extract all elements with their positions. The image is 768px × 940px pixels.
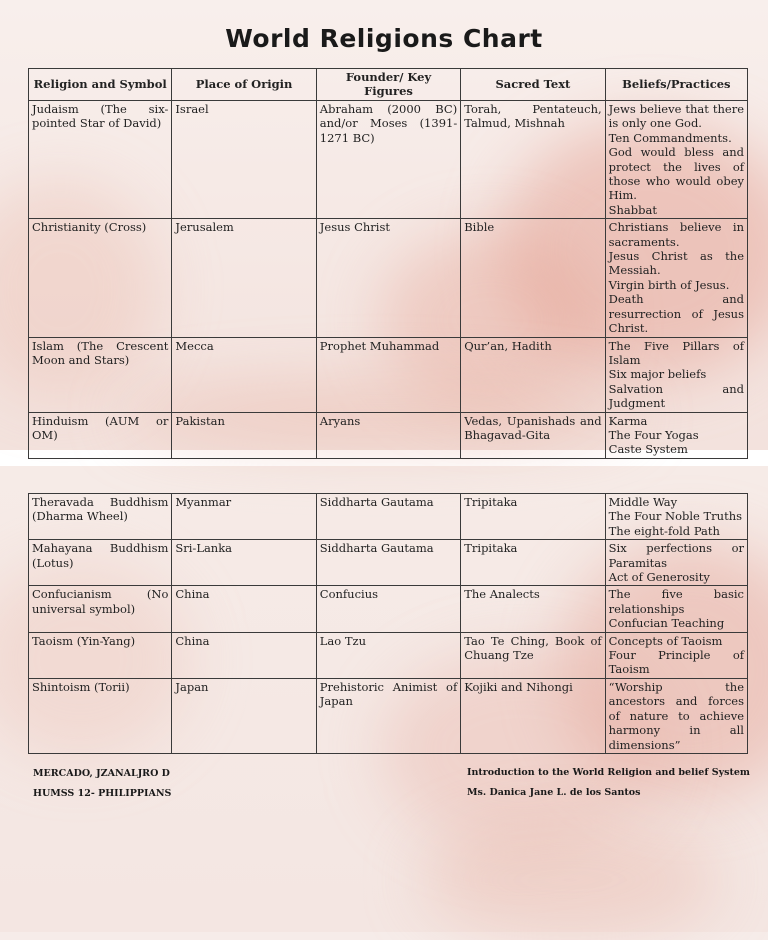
origin-cell: Jerusalem [172, 219, 316, 337]
belief-item: Six major beliefs [608, 367, 707, 382]
religion-cell: Islam (The Crescent Moon and Stars) [29, 337, 172, 412]
origin-cell: China [172, 632, 316, 678]
sacred-text-cell: Qur’an, Hadith [461, 337, 605, 412]
religion-cell: Hinduism (AUM or OM) [29, 412, 172, 458]
header-origin: Place of Origin [172, 69, 316, 101]
founder-cell: Aryans [316, 412, 460, 458]
beliefs-cell [605, 412, 747, 458]
founder-cell: Prophet Muhammad [316, 337, 460, 412]
founder-cell: Prehistoric Animist of Japan [316, 678, 460, 753]
table-row [29, 101, 748, 219]
sacred-text-cell: Tripitaka [461, 494, 605, 540]
founder-cell: Abraham (2000 BC) and/or Moses (1391-1271 BC) [316, 101, 460, 219]
belief-item: The Four Noble Truths [608, 509, 743, 524]
belief-item: The five basic relationships [608, 587, 744, 616]
sacred-text-cell: Tao Te Ching, Book of Chuang Tze [461, 632, 605, 678]
table-row [29, 540, 748, 586]
belief-item: The eight-fold Path [608, 523, 720, 538]
header-religion: Religion and Symbol [29, 69, 172, 101]
religions-table-two [28, 493, 748, 754]
student-name: MERCADO, JZANALJRO D [33, 768, 170, 779]
origin-cell: Pakistan [172, 412, 316, 458]
founder-cell: Siddharta Gautama [316, 540, 460, 586]
religion-cell: Shintoism (Torii) [29, 678, 172, 753]
sacred-text-cell: The Analects [461, 586, 605, 632]
table-row [29, 632, 748, 678]
table-row [29, 678, 748, 753]
belief-item: Act of Generosity [608, 570, 710, 585]
origin-cell: Myanmar [172, 494, 316, 540]
religion-cell: Theravada Buddhism (Dharma Wheel) [29, 494, 172, 540]
table-row [29, 494, 748, 540]
origin-cell: China [172, 586, 316, 632]
belief-item: Virgin birth of Jesus. [608, 277, 730, 292]
header-founder: Founder/ Key Figures [316, 69, 460, 101]
belief-item: Middle Way [608, 495, 678, 509]
beliefs-cell [605, 632, 747, 678]
header-beliefs: Beliefs/Practices [605, 69, 747, 101]
table-header-row [29, 69, 748, 101]
beliefs-cell [605, 101, 747, 219]
header-sacred-text: Sacred Text [461, 69, 605, 101]
belief-item: Jews believe that there is only one God. [608, 102, 744, 131]
belief-item: Caste System [608, 442, 688, 457]
belief-item: The Five Pillars of Islam [608, 338, 744, 367]
sacred-text-cell: Kojiki and Nihongi [461, 678, 605, 753]
belief-item: Confucian Teaching [608, 616, 725, 631]
belief-item: The Four Yogas [608, 427, 699, 442]
beliefs-cell [605, 678, 747, 753]
beliefs-cell [605, 586, 747, 632]
beliefs-cell [605, 337, 747, 412]
sacred-text-cell: Vedas, Upanishads and Bhagavad-Gita [461, 412, 605, 458]
table-row [29, 337, 748, 412]
sacred-text-cell: Torah, Pentateuch, Talmud, Mishnah [461, 101, 605, 219]
founder-cell: Siddharta Gautama [316, 494, 460, 540]
page-title: World Religions Chart [225, 24, 543, 53]
sacred-text-cell: Bible [461, 219, 605, 337]
religion-cell: Christianity (Cross) [29, 219, 172, 337]
founder-cell: Lao Tzu [316, 632, 460, 678]
belief-item: Death and resurrection of Jesus Christ. [608, 292, 744, 336]
belief-item: Ten Commandments. [608, 130, 732, 145]
belief-item: Salvation and Judgment [608, 381, 744, 411]
table-row [29, 586, 748, 632]
religions-table-one [28, 68, 748, 459]
origin-cell: Japan [172, 678, 316, 753]
belief-item: Four Principle of Taoism [608, 648, 744, 677]
beliefs-cell [605, 540, 747, 586]
course-title: Introduction to the World Religion and belief System [467, 767, 750, 778]
belief-item: Concepts of Taoism [608, 633, 723, 648]
religion-cell: Mahayana Buddhism (Lotus) [29, 540, 172, 586]
origin-cell: Israel [172, 101, 316, 219]
religion-cell: Confucianism (No universal symbol) [29, 586, 172, 632]
table-row [29, 412, 748, 458]
founder-cell: Confucius [316, 586, 460, 632]
beliefs-cell [605, 219, 747, 337]
origin-cell: Sri-Lanka [172, 540, 316, 586]
religion-cell: Judaism (The six-pointed Star of David) [29, 101, 172, 219]
belief-item: Karma [608, 413, 648, 428]
religion-cell: Taoism (Yin-Yang) [29, 632, 172, 678]
belief-item: Jesus Christ as the Messiah. [608, 249, 744, 278]
sacred-text-cell: Tripitaka [461, 540, 605, 586]
belief-item: God would bless and protect the lives of those who would obey Him. [608, 145, 744, 203]
origin-cell: Mecca [172, 337, 316, 412]
teacher-name: Ms. Danica Jane L. de los Santos [467, 787, 641, 798]
belief-item: Christians believe in sacraments. [608, 220, 744, 249]
belief-item: Six perfections or Paramitas [608, 541, 744, 570]
table-row [29, 219, 748, 337]
founder-cell: Jesus Christ [316, 219, 460, 337]
belief-item: Shabbat [608, 202, 657, 217]
belief-item: “Worship the ancestors and forces of nature to achieve harmony in all dimensions” [608, 679, 744, 752]
student-section: HUMSS 12- PHILIPPIANS [33, 788, 172, 799]
beliefs-cell [605, 494, 747, 540]
